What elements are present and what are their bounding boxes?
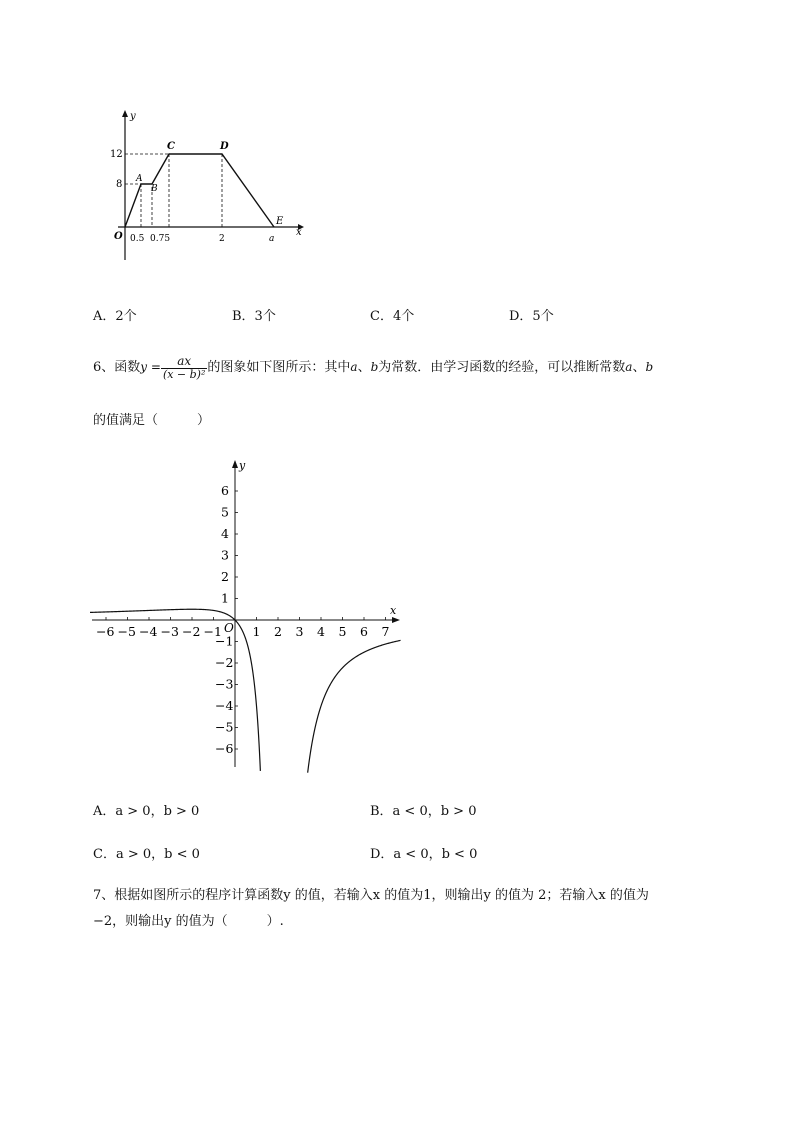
fig2-ytick-label: 2 (221, 569, 229, 584)
fig1-path (125, 154, 274, 227)
q6-frac-den: (x − b)² (162, 367, 206, 381)
q6-var-a: a (350, 360, 358, 375)
q5-option-c: C．4个 (370, 309, 415, 324)
fig1-ytick-12: 12 (110, 149, 123, 160)
fig2-ytick-label: −1 (215, 633, 234, 649)
question-6-stem (93, 355, 653, 380)
fig2-origin: O (224, 621, 234, 635)
fig2-ytick-label: 3 (221, 547, 229, 563)
fig1-xtick-0-75: 0.75 (150, 234, 171, 244)
fig2-x-label: x (390, 604, 397, 617)
q5-option-a: A．2个 (93, 309, 137, 324)
fig2-ytick-label: −2 (215, 655, 234, 670)
fig2-ytick-label: −6 (215, 741, 234, 756)
q6-middle: 的图象如下图所示：其中 (207, 360, 351, 376)
fig2-xtick-label: 4 (317, 624, 325, 639)
q5-option-d: D．5个 (509, 309, 554, 324)
q6-y-eq: y = (140, 360, 161, 375)
fig1-xtick-a: a (269, 234, 275, 244)
q6-sep: 、 (357, 360, 371, 376)
fig2-xtick-label: 6 (360, 624, 368, 639)
fig2-ytick-label: −5 (215, 719, 234, 735)
fig2-y-label: y (239, 459, 246, 472)
fig1-xtick-2: 2 (219, 234, 225, 244)
fig1-ytick-8: 8 (116, 179, 123, 190)
speed-graph-figure (90, 105, 310, 265)
fig2-xtick-label: −6 (96, 624, 115, 639)
q6-prefix: 6、函数 (93, 360, 141, 376)
fig2-ytick-label: 5 (221, 504, 229, 520)
fig2-xtick-label: −4 (139, 624, 158, 639)
fig2-xtick-label: 7 (381, 624, 390, 639)
fig2-ytick-label: 1 (221, 590, 229, 606)
fig2-ytick-label: −3 (215, 676, 234, 692)
fig2-ytick-label: 6 (221, 483, 229, 498)
q6-mid2: 为常数．由学习函数的经验，可以推断常数 (378, 360, 626, 376)
fig1-point-a: A (136, 174, 143, 184)
fig2-xtick-label: −3 (160, 624, 179, 639)
q6-var-a2: a (625, 360, 633, 375)
fig1-xtick-0-5: 0.5 (130, 234, 145, 244)
fig1-point-d: D (220, 141, 229, 152)
fig2-ytick-label: 4 (221, 526, 229, 541)
fig1-point-b: B (151, 184, 158, 194)
fig2-ytick-label: −4 (215, 698, 234, 713)
question-7-line1: 7、根据如图所示的程序计算函数y 的值，若输入x 的值为1，则输出y 的值为 2；若输入x 的值为 (93, 888, 649, 903)
q5-option-b: B．3个 (232, 309, 276, 324)
fig1-origin: O (114, 231, 123, 242)
fig1-x-label: x (296, 227, 302, 238)
fig2-curve-right (308, 640, 401, 772)
fig2-xtick-label: 2 (274, 624, 282, 639)
fig1-point-c: C (167, 141, 175, 152)
question-7-line2: −2，则输出y 的值为（ ）. (93, 914, 284, 929)
q6-option-a: A．a > 0，b > 0 (93, 804, 200, 819)
fig2-xtick-label: −1 (203, 624, 222, 639)
q6-frac-num: ax (161, 355, 207, 369)
q6-sep2: 、 (632, 360, 646, 376)
fig2-xtick-label: −2 (182, 624, 201, 639)
fig2-xtick-label: 3 (295, 624, 304, 639)
question-6-line2: 的值满足（ ） (93, 413, 211, 428)
q6-option-d: D．a < 0，b < 0 (370, 847, 478, 862)
fig1-point-e: E (276, 216, 284, 227)
q6-var-b2: b (645, 360, 654, 375)
q6-fraction (161, 355, 207, 380)
function-graph-figure (90, 455, 410, 775)
fig1-y-label: y (130, 111, 136, 122)
q6-option-b: B．a < 0，b > 0 (370, 804, 477, 819)
fig2-xtick-label: 1 (252, 624, 261, 639)
q6-option-c: C．a > 0，b < 0 (93, 847, 200, 862)
fig2-xtick-label: 5 (338, 624, 347, 639)
q6-var-b: b (370, 360, 379, 375)
fig2-xtick-label: −5 (117, 624, 136, 639)
